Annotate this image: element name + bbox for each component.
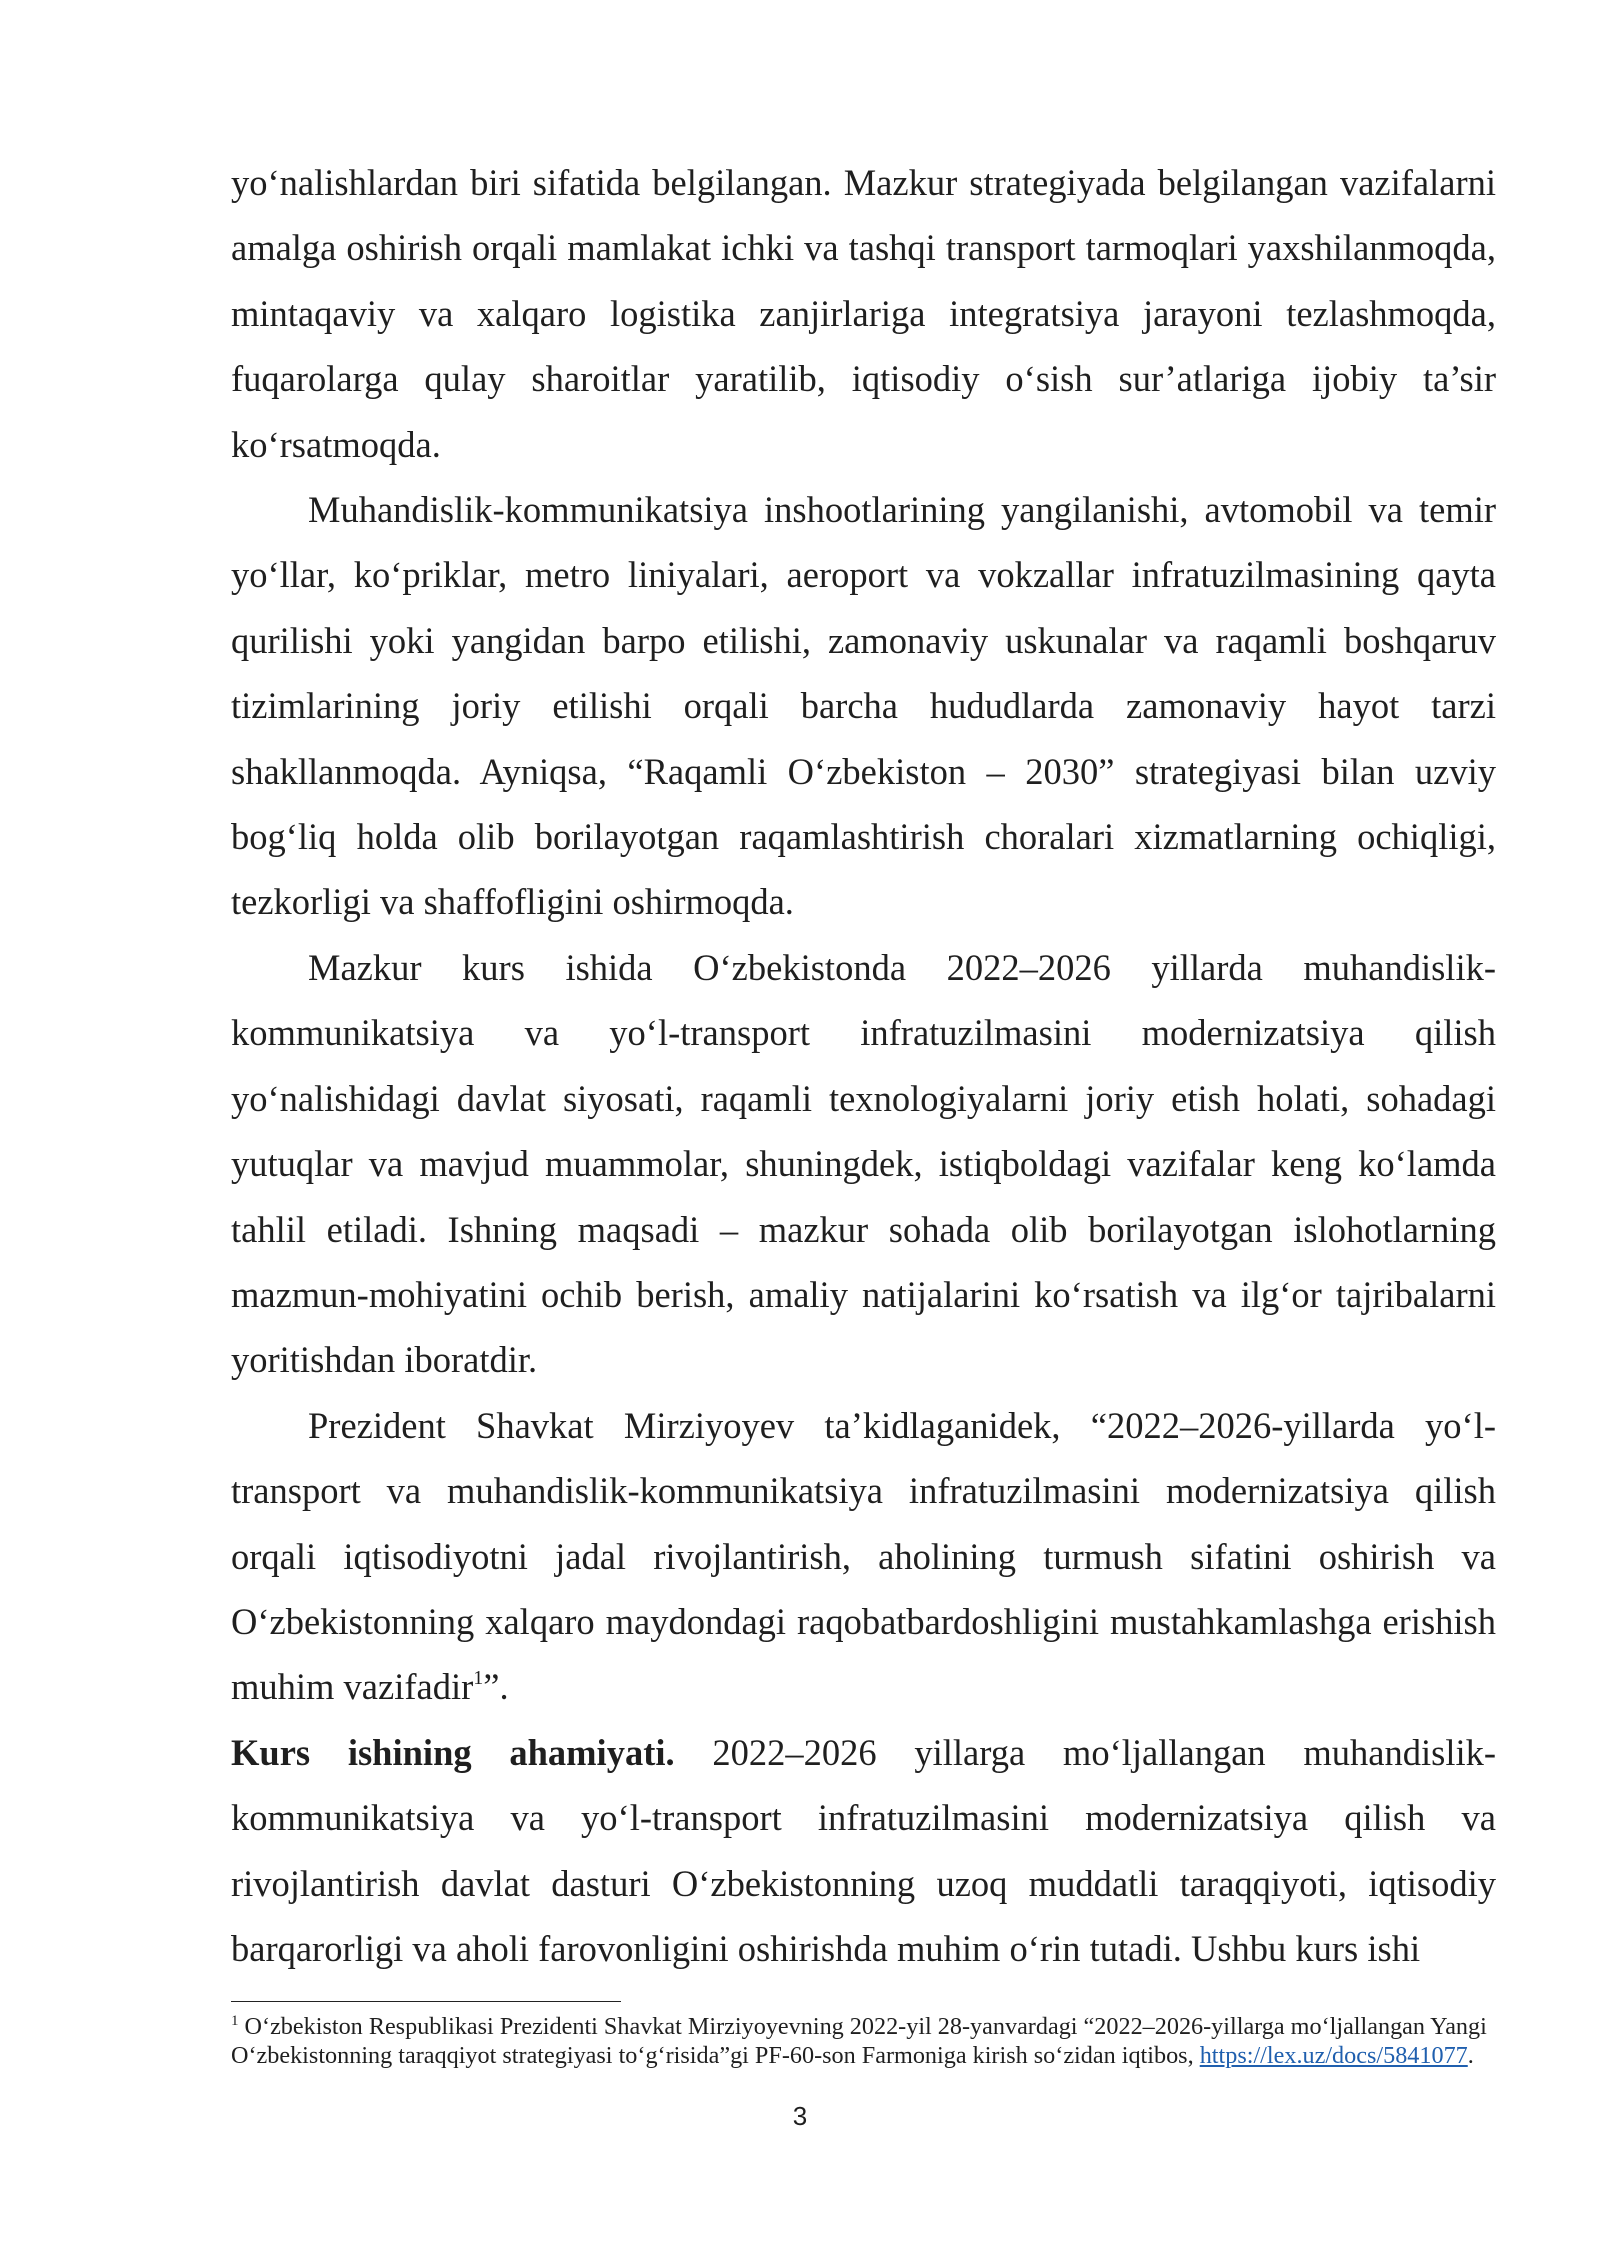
paragraph-course-scope: Mazkur kurs ishida O‘zbekistonda 2022–2026 yillarda muhandislik-kommunikatsiya va yo‘l-transport infratuzilmasini modernizatsiya qilish yo‘nalishidagi davlat siyosati, raqamli texnologiyalarni joriy etish holati, sohadagi yutuqlar va mavjud muammolar, shuningdek, istiqboldagi vazifalar keng ko‘lamda tahlil etiladi. Ishning maqsadi – mazkur sohada olib borilayotgan islohotlarning mazmun-mohiyatini ochib berish, amaliy natijalarini ko‘rsatish va ilg‘or tajribalarni yoritishdan iboratdir.	[231, 946, 1496, 1381]
footnote-marker: 1	[231, 2013, 239, 2029]
paragraph-president-quote	[231, 1393, 1496, 1720]
paragraph-continued: yo‘nalishlardan biri sifatida belgilangan. Mazkur strategiyada belgilangan vazifalarni amalga oshirish orqali mamlakat ichki va tashqi transport tarmoqlari yaxshilanmoqda, mintaqaviy va xalqaro logistika zanjirlariga integratsiya jarayoni tezlashmoqda, fuqarolarga qulay sharoitlar yaratilib, iqtisodiy o‘sish sur’atlariga ijobiy ta’sir ko‘rsatmoqda.	[231, 162, 1496, 465]
footnote	[231, 2013, 1496, 2070]
quote-closing: ”.	[483, 1666, 509, 1708]
body-text	[231, 150, 1496, 1981]
paragraph-infrastructure: Muhandislik-kommunikatsiya inshootlarining yangilanishi, avtomobil va temir yo‘llar, ko‘priklar, metro liniyalari, aeroport va vokzallar infratuzilmasining qayta qurilishi yoki yangidan barpo etilishi, zamonaviy uskunalar va raqamli boshqaruv tizimlarining joriy etilishi orqali barcha hududlarda zamonaviy hayot tarzi shakllanmoqda. Ayniqsa, “Raqamli O‘zbekiston – 2030” strategiyasi bilan uzviy bog‘liq holda olib borilayotgan raqamlashtirish choralari xizmatlarning ochiqligi, tezkorligi va shaffofligini oshirmoqda.	[231, 489, 1496, 923]
footnote-separator	[231, 2001, 621, 2002]
quote-text: Prezident Shavkat Mirziyoyev ta’kidlaganidek, “2022–2026-yillarda yo‘l-transport va muhandislik-kommunikatsiya infratuzilmasini modernizatsiya qilish orqali iqtisodiyotni jadal rivojlantirish, aholining turmush sifatini oshirish va O‘zbekistonning xalqaro maydondagi raqobatbardoshligini mustahkamlashga erishish muhim vazifadir	[231, 1404, 1496, 1708]
importance-text: 2022–2026 yillarga mo‘ljallangan muhandislik-kommunikatsiya va yo‘l-transport infratuzilmasini modernizatsiya qilish va rivojlantirish davlat dasturi O‘zbekistonning uzoq muddatli taraqqiyoti, iqtisodiy barqarorligi va aholi farovonligini oshirishda muhim o‘rin tutadi. Ushbu kurs ishi	[231, 1731, 1497, 1969]
importance-heading: Kurs ishining ahamiyati.	[231, 1731, 675, 1773]
page-number: 3	[792, 2101, 808, 2131]
paragraph-importance	[231, 1720, 1496, 1982]
footnote-end: .	[1467, 2041, 1474, 2069]
footnote-reference[interactable]: 1	[473, 1667, 484, 1690]
footnote-link[interactable]: https://lex.uz/docs/5841077	[1199, 2041, 1468, 2069]
footnote-text: O‘zbekiston Respublikasi Prezidenti Shavkat Mirziyoyevning 2022-yil 28-yanvardagi “2022–2026-yillarga mo‘ljallangan Yangi O‘zbekistonning taraqqiyot strategiyasi to‘g‘risida”gi PF-60-son Farmoniga kirish so‘zidan iqtibos,	[231, 2013, 1487, 2069]
